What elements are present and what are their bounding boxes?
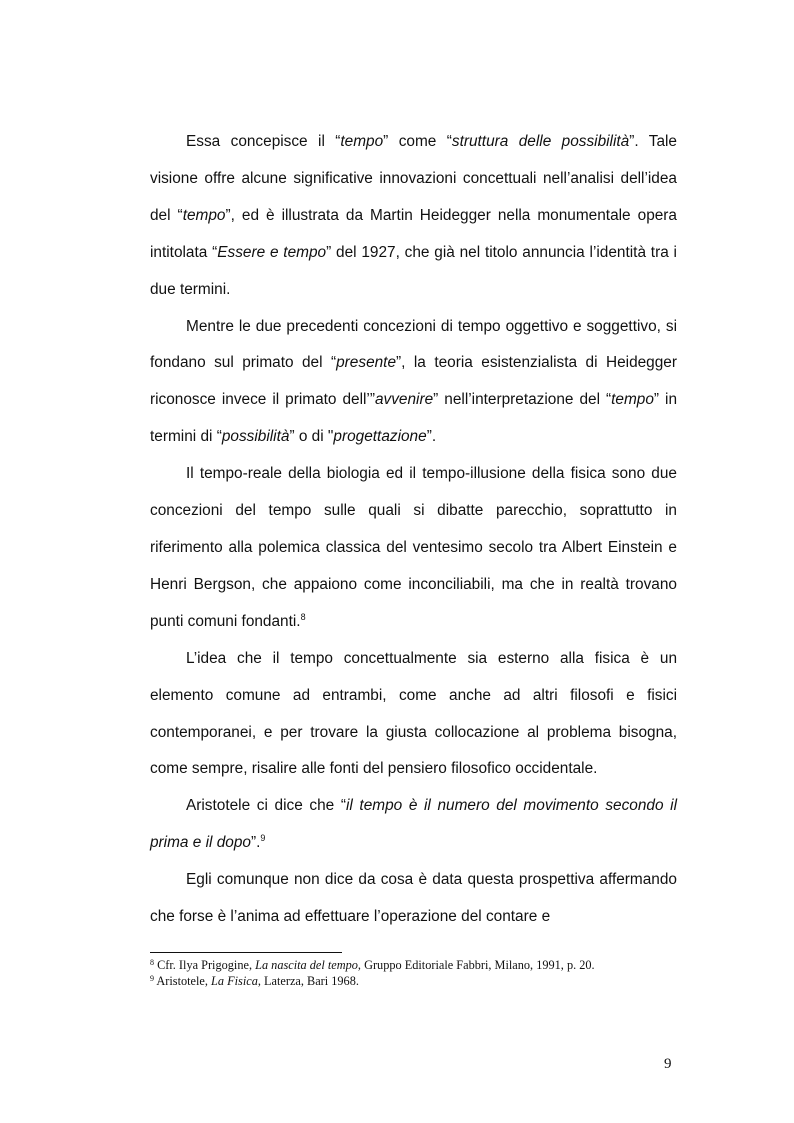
text-run: Cfr. Ilya Prigogine, bbox=[154, 958, 256, 972]
text-run: Aristotele, bbox=[154, 974, 212, 988]
page-number: 9 bbox=[664, 1056, 672, 1072]
footnote-reference: 8 bbox=[300, 611, 306, 622]
italic-text: presente bbox=[336, 354, 397, 372]
text-run: Egli comunque non dice da cosa è data questa prospettiva affermando che forse è l’anima ad effettuare l’operazione del contare e bbox=[150, 871, 677, 926]
footnote-reference: 9 bbox=[150, 974, 154, 983]
italic-text: struttura delle possibilità bbox=[451, 133, 630, 150]
text-run: ” come “ bbox=[383, 133, 452, 150]
text-run: ” del 1927, che già nel titolo annuncia l’identità tra i due termini. bbox=[150, 243, 677, 298]
footnote bbox=[150, 973, 690, 989]
text-run: ”. bbox=[250, 834, 261, 852]
italic-text: Essere e tempo bbox=[217, 243, 327, 261]
text-run: Il tempo-reale della biologia ed il tempo-illusione della fisica sono due concezioni del tempo sulle quali si dibatte parecchio, soprattutto in riferimento alla polemica classica del ventesimo secolo tra Albert Einstein e Henri Bergson, che appaiono come inconciliabili, ma che in realtà trovano punti comuni fondanti. bbox=[150, 465, 677, 630]
italic-text: tempo bbox=[611, 391, 654, 409]
text-run: ” in termini di “ bbox=[150, 391, 677, 446]
paragraph bbox=[150, 788, 677, 862]
paragraph bbox=[150, 309, 677, 457]
italic-text: tempo bbox=[340, 133, 384, 150]
footnote-separator bbox=[150, 952, 342, 953]
italic-text: tempo bbox=[182, 206, 226, 224]
text-run: ”. bbox=[426, 428, 437, 446]
text-run: ”. Tale visione offre alcune significative innovazioni concettuali nell’analisi dell’idea del “ bbox=[150, 133, 677, 224]
footnote-reference: 8 bbox=[150, 958, 154, 967]
text-run: ” o di " bbox=[289, 428, 334, 446]
text-run: , Gruppo Editoriale Fabbri, Milano, 1991, p. 20. bbox=[357, 958, 595, 972]
italic-text: avvenire bbox=[374, 391, 434, 409]
paragraph bbox=[150, 124, 677, 309]
text-run: Aristotele ci dice che “ bbox=[186, 797, 346, 815]
paragraph bbox=[150, 641, 677, 789]
text-run: ”, la teoria esistenzialista di Heidegger riconosce invece il primato dell’” bbox=[150, 354, 677, 409]
text-run: ” nell’interpretazione del “ bbox=[433, 391, 612, 409]
paragraph bbox=[150, 456, 677, 641]
body-text bbox=[150, 124, 677, 936]
italic-text: La Fisica bbox=[211, 974, 258, 988]
italic-text: possibilità bbox=[221, 428, 290, 446]
text-run: ”, ed è illustrata da Martin Heidegger nella monumentale opera intitolata “ bbox=[150, 206, 677, 261]
text-run: L’idea che il tempo concettualmente sia esterno alla fisica è un elemento comune ad entrambi, come anche ad altri filosofi e fisici contemporanei, e per trovare la giusta collocazione al problema bisogna, come sempre, risalire alle fonti del pensiero filosofico occidentale. bbox=[150, 649, 677, 778]
text-run: Mentre le due precedenti concezioni di tempo oggettivo e soggettivo, si fondano sul primato del “ bbox=[150, 317, 677, 372]
text-run: , Laterza, Bari 1968. bbox=[257, 974, 359, 988]
italic-text: il tempo è il numero del movimento secondo il prima e il dopo bbox=[150, 797, 677, 852]
footnote bbox=[150, 957, 690, 973]
italic-text: progettazione bbox=[333, 428, 427, 446]
footnote-reference: 9 bbox=[260, 833, 266, 844]
paragraph bbox=[150, 862, 677, 936]
italic-text: La nascita del tempo bbox=[255, 958, 358, 972]
text-run: Essa concepisce il “ bbox=[186, 133, 341, 150]
footnotes bbox=[150, 957, 690, 989]
